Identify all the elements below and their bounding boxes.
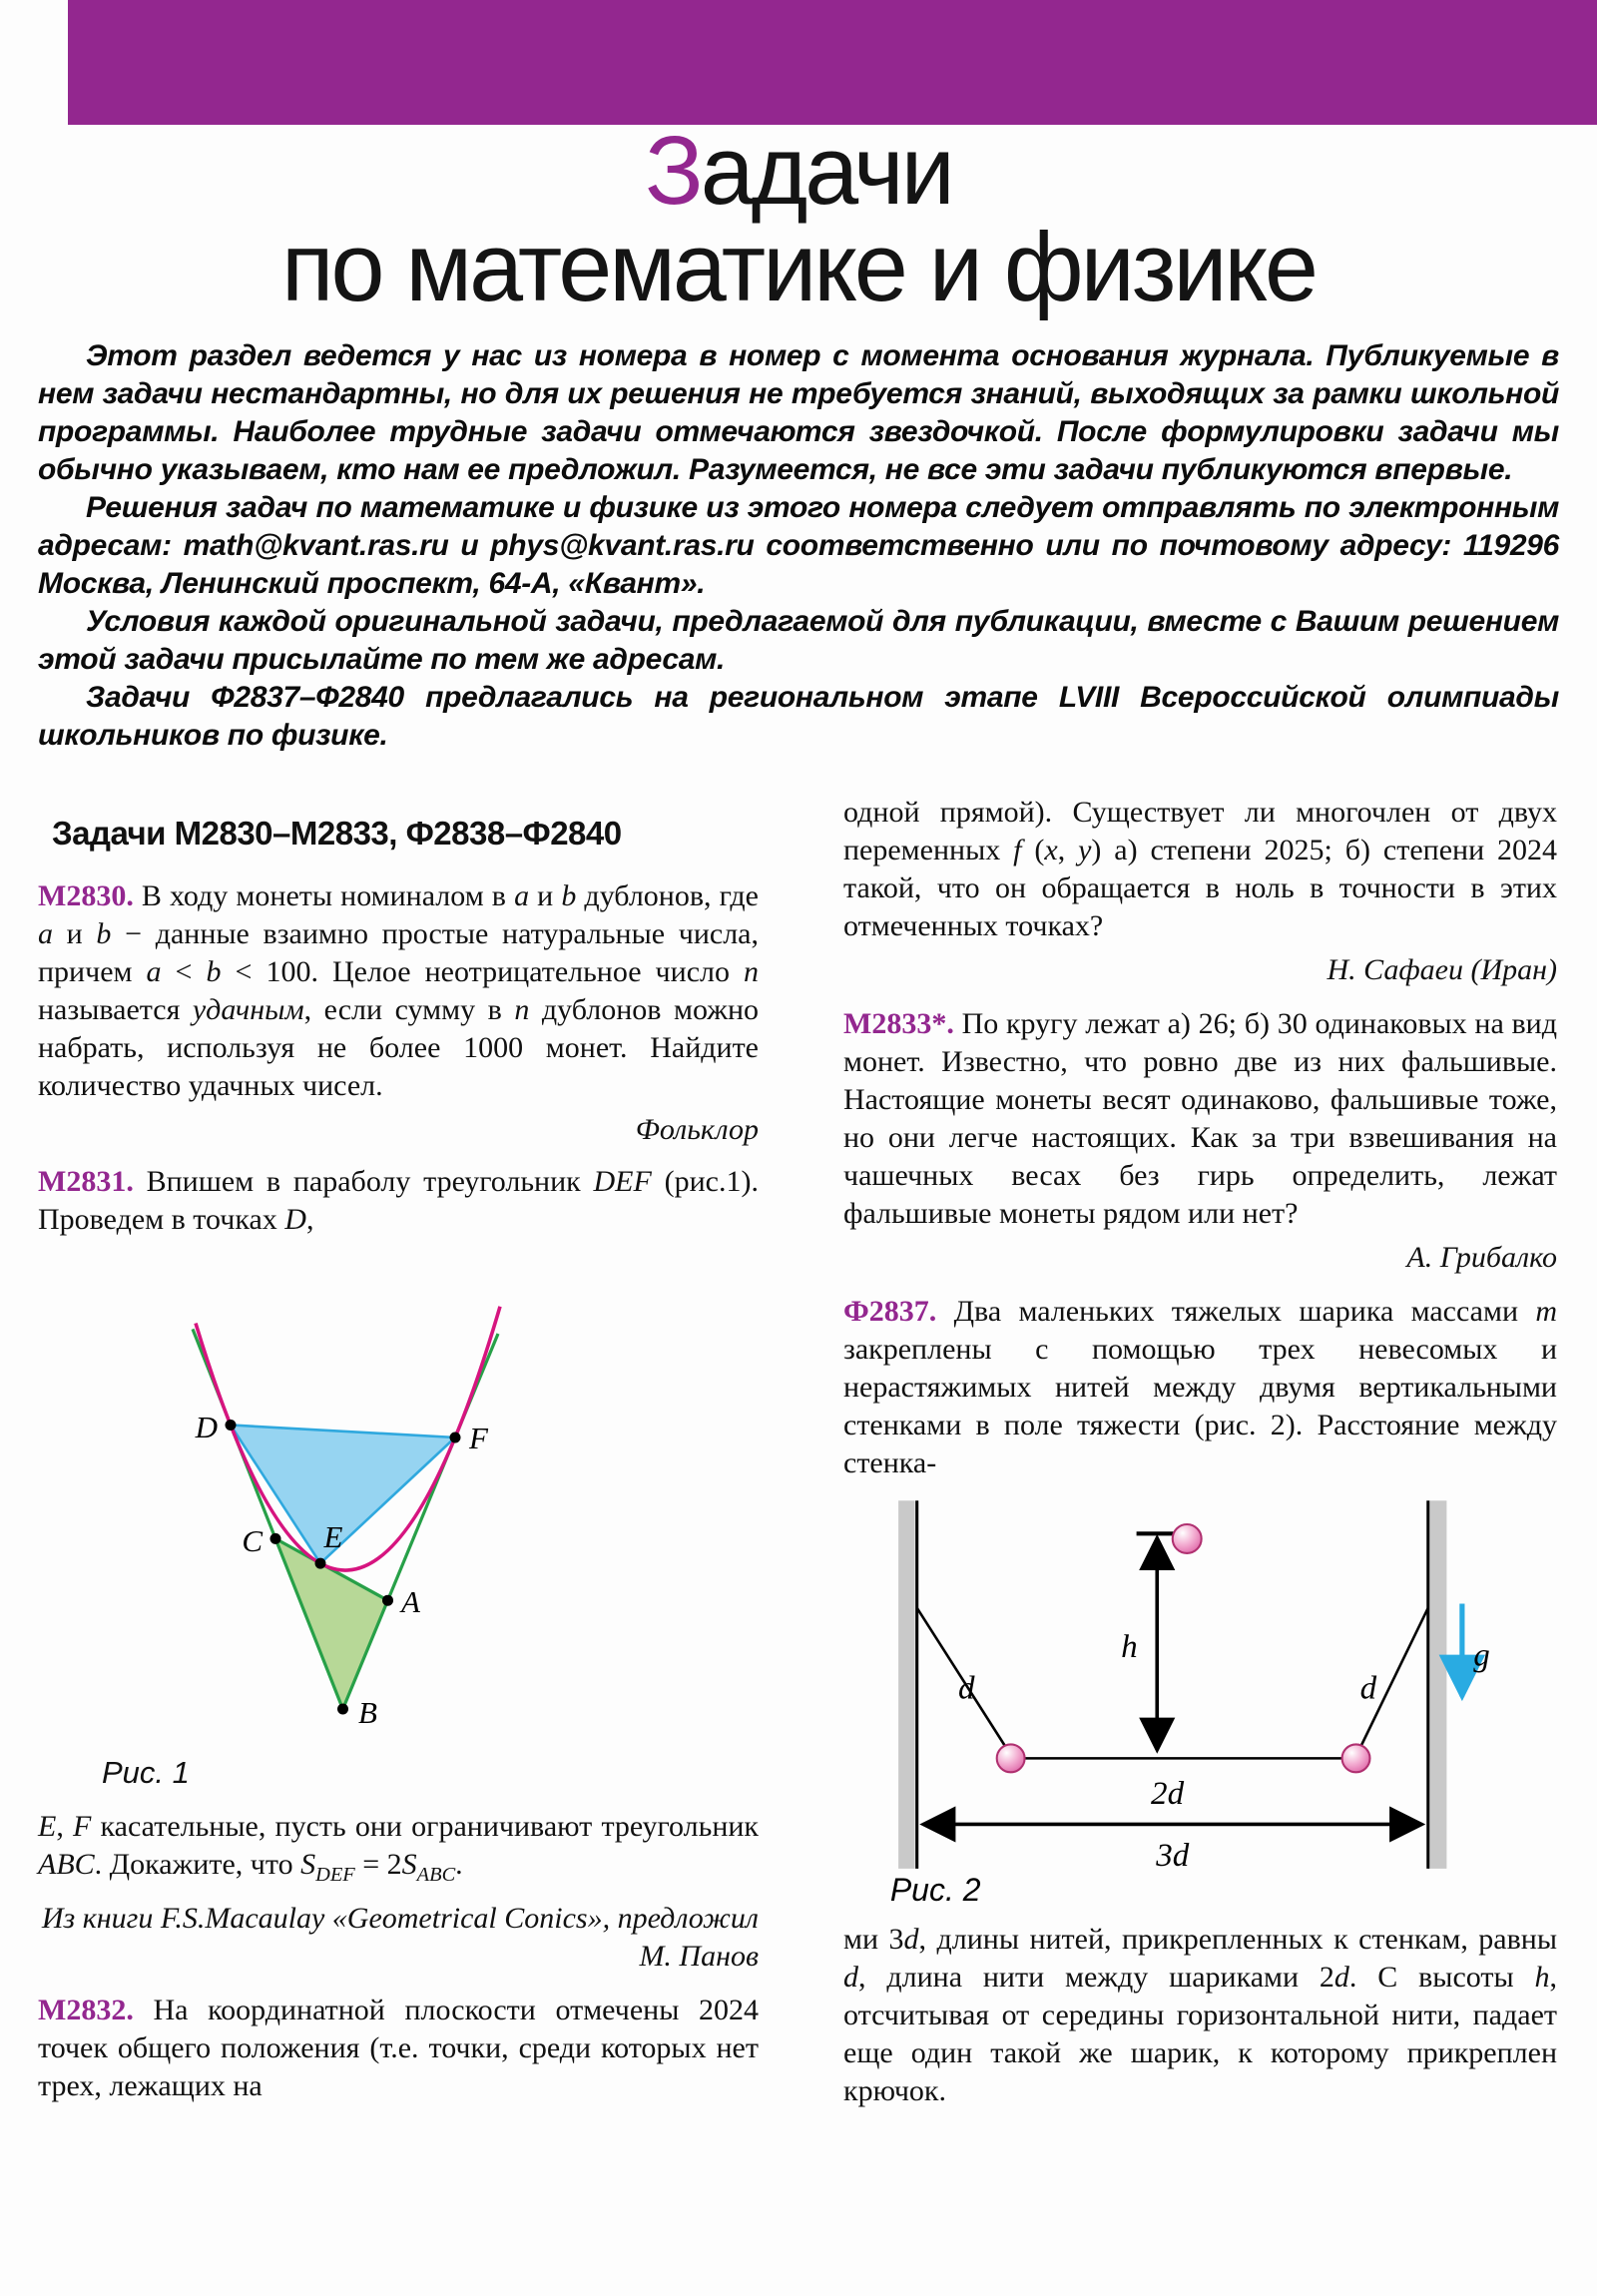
figure-1-parabola-diagram [96, 1251, 759, 1750]
right-wall [1430, 1500, 1447, 1869]
falling-ball [1173, 1524, 1202, 1553]
attribution-m2832: Н. Сафаеи (Иран) [1327, 953, 1557, 986]
left-column [38, 814, 759, 2111]
problem-m2830-text: В ходу монеты номиналом в a и b дублонов, где a и b − данные взаимно простые натуральные числа, причем a < b < 100. Целое неотрицательное число n называется удачным, если сумму в n дублонов можно набрать, используя не более 1000 монет. Найдите количество удачных чисел. [38, 879, 760, 1102]
problem-m2831-text: Впишем в параболу треугольник DEF (рис.1). Проведем в точках D, [38, 1165, 759, 1236]
problem-label-m2832: М2832. [38, 1994, 134, 2027]
figure-2-caption: Рис. 2 [889, 1871, 981, 1905]
problem-m2833 [843, 1005, 1557, 1233]
point-dot-a [382, 1595, 393, 1606]
page-title [0, 116, 1597, 321]
attribution-m2833: А. Грибалко [1406, 1241, 1557, 1274]
figure-1-caption: Рис. 1 [102, 1755, 190, 1790]
problem-label-f2837: Ф2837. [843, 1295, 937, 1328]
label-h: h [1121, 1629, 1138, 1666]
intro-block [38, 337, 1559, 755]
point-dot-e [315, 1558, 326, 1569]
point-label-f: F [469, 1421, 488, 1455]
page-title-line2: по математике и физике [280, 213, 1316, 321]
right-ball [1342, 1744, 1370, 1772]
title-initial-letter: З [645, 116, 701, 225]
problem-f2837 [843, 1293, 1557, 1482]
intro-paragraph-2: Решения задач по математике и физике из этого номера следует отправлять по электронным адресам: math@kvant.ras.ru и phys@kvant.ras.ru соответственно или по почтовому адресу: 119296 Москва, Ленинский проспект, 64-А, «Квант». [38, 491, 1559, 600]
left-ball [997, 1744, 1025, 1772]
problem-label-m2833: М2833*. [843, 1007, 954, 1040]
point-dot-f [450, 1433, 461, 1443]
problem-m2830 [38, 877, 759, 1105]
problem-m2831-continuation: E, F касательные, пусть они ограничивают треугольник ABC. Докажите, что $S_{DEF} = 2S_{ABC}$. [38, 1810, 759, 1887]
label-g: g [1473, 1637, 1490, 1674]
label-2d: 2d [1151, 1775, 1185, 1812]
point-label-b: B [358, 1695, 377, 1730]
problem-label-m2830: М2830. [38, 879, 134, 912]
point-label-d: D [195, 1410, 218, 1444]
figure-2-physics-diagram [871, 1492, 1557, 1915]
problem-m2833-text: По кругу лежат а) 26; б) 30 одинаковых на вид монет. Известно, что ровно две из них фальшивые. Настоящие монеты весят одинаково, фальшивые тоже, но они легче настоящих. Как за три взвешивания на чашечных весах без гирь определить, лежат фальшивые монеты рядом или нет? [843, 1007, 1557, 1230]
problem-m2831 [38, 1163, 759, 1239]
problem-m2832 [38, 1992, 759, 2105]
attribution-m2831: Из книги F.S.Macaulay «Geometrical Conics», предложил М. Панов [41, 1902, 759, 1974]
right-column [843, 794, 1557, 2116]
section-heading: Задачи М2830–М2833, Ф2838–Ф2840 [52, 815, 622, 852]
point-dot-b [337, 1704, 348, 1715]
label-3d: 3d [1156, 1837, 1190, 1874]
point-label-a: A [401, 1584, 420, 1619]
point-dot-d [226, 1420, 237, 1431]
left-wall [898, 1500, 915, 1869]
figure-1-svg [96, 1251, 555, 1740]
intro-paragraph-4: Задачи Ф2837–Ф2840 предлагались на региональном этапе LVIII Всероссийской олимпиады школьников по физике. [38, 681, 1559, 752]
point-label-c: C [242, 1523, 263, 1558]
figure-2-svg [871, 1492, 1490, 1905]
header-purple-bar [68, 0, 1597, 125]
title-line1-rest: адачи [700, 116, 952, 225]
point-label-e: E [323, 1519, 343, 1554]
intro-paragraph-3: Условия каждой оригинальной задачи, предлагаемой для публикации, вместе с Вашим решением этой задачи присылайте по тем же адресам. [38, 605, 1559, 676]
label-d-right: d [1359, 1670, 1377, 1707]
attribution-m2830: Фольклор [635, 1113, 759, 1146]
point-dot-c [270, 1533, 281, 1544]
problem-f2837-continuation: ми 3d, длины нитей, прикрепленных к стенкам, равны d, длина нити между шариками 2d. С высоты h, отсчитывая от середины горизонтальной нити, падает еще один такой же шарик, к которому прикреплен крючок. [843, 1923, 1557, 2107]
intro-paragraph-1: Этот раздел ведется у нас из номера в номер с момента основания журнала. Публикуемые в нем задачи нестандартны, но для их решения не требуется знаний, выходящих за рамки школьной программы. Наиболее трудные задачи отмечаются звездочкой. После формулировки задачи мы обычно указываем, кто нам ее предложил. Разумеется, не все эти задачи публикуются впервые. [38, 339, 1559, 486]
problem-f2837-text: Два маленьких тяжелых шарика массами m закреплены с помощью трех невесомых и нерастяжимых нитей между двумя вертикальными стенками в поле тяжести (рис. 2). Расстояние между стенка- [843, 1295, 1557, 1479]
label-d-left: d [957, 1670, 975, 1707]
problem-label-m2831: М2831. [38, 1165, 134, 1198]
problem-m2832-text: На координатной плоскости отмечены 2024 точек общего положения (т.е. точки, среди которых нет трех, лежащих на [38, 1994, 759, 2103]
problem-m2832-continuation: одной прямой). Существует ли многочлен от двух переменных f (x, y) а) степени 2025; б) степени 2024 такой, что он обращается в ноль в точности в этих отмеченных точках? [843, 796, 1558, 942]
page-title-line1 [0, 116, 1597, 225]
